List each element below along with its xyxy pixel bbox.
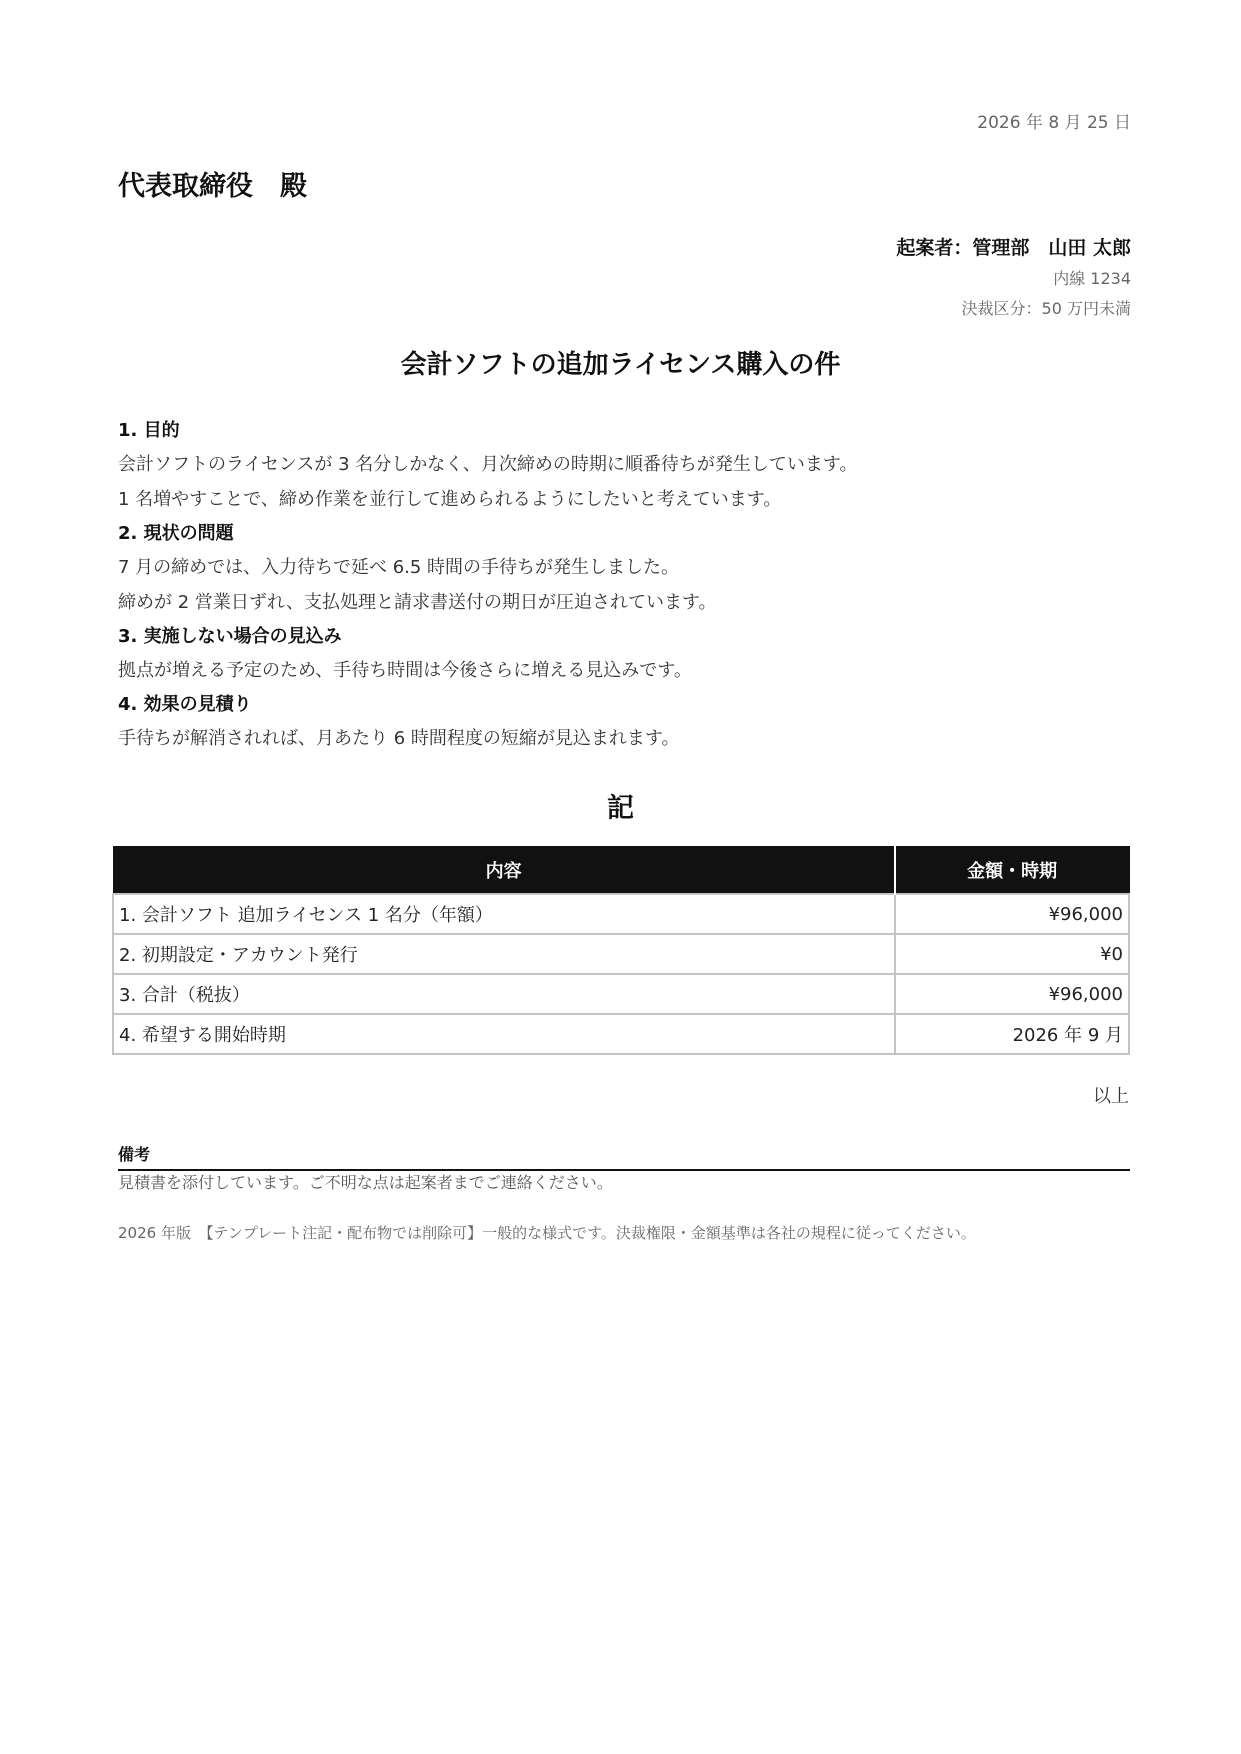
body-sections [118, 414, 1128, 756]
document-title: 会計ソフトの追加ライセンス購入の件 [400, 350, 841, 380]
row-value: ¥96,000 [895, 974, 1129, 1014]
proposer-extension: 内線 1234 [1053, 269, 1131, 288]
section-outlook-if-not-implemented [118, 620, 1128, 688]
column-header-amount: 金額・時期 [895, 847, 1129, 895]
proposer-block [896, 232, 1131, 324]
remarks-heading: 備考 [118, 1142, 1130, 1171]
row-value: ¥0 [895, 934, 1129, 974]
section-purpose [118, 414, 1128, 517]
table-row [113, 894, 1129, 934]
table-row [113, 934, 1129, 974]
row-item: 3. 合計（税抜） [113, 974, 895, 1014]
row-value: ¥96,000 [895, 894, 1129, 934]
section-heading: 3. 実施しない場合の見込み [118, 626, 342, 647]
proposer-name: 起案者：管理部 山田 太郎 [896, 237, 1131, 259]
addressee: 代表取締役 殿 [118, 171, 307, 202]
template-footer-note: 2026 年版 【テンプレート注記・配布物では削除可】一般的な様式です。決裁権限・金額基準は各社の規程に従ってください。 [118, 1224, 976, 1242]
section-line: 会計ソフトのライセンスが 3 名分しかなく、月次締めの時期に順番待ちが発生しています。 [118, 454, 858, 475]
row-item: 1. 会計ソフト 追加ライセンス 1 名分（年額） [113, 894, 895, 934]
section-heading: 4. 効果の見積り [118, 694, 252, 715]
row-value: 2026 年 9 月 [895, 1014, 1129, 1054]
column-header-content: 内容 [113, 847, 895, 895]
section-line: 7 月の締めでは、入力待ちで延べ 6.5 時間の手待ちが発生しました。 [118, 557, 680, 578]
table-row [113, 974, 1129, 1014]
remarks-text: 見積書を添付しています。ご不明な点は起案者までご連絡ください。 [118, 1173, 613, 1192]
ki-heading: 記 [607, 793, 634, 824]
section-effect-estimate [118, 688, 1128, 756]
section-line: 締めが 2 営業日ずれ、支払処理と請求書送付の期日が圧迫されています。 [118, 592, 717, 613]
section-line: 拠点が増える予定のため、手待ち時間は今後さらに増える見込みです。 [118, 660, 692, 681]
table-header-row [113, 847, 1129, 895]
document-date: 2026 年 8 月 25 日 [977, 113, 1131, 133]
section-heading: 1. 目的 [118, 420, 180, 441]
row-item: 4. 希望する開始時期 [113, 1014, 895, 1054]
cost-table [112, 846, 1130, 1055]
approval-category: 決裁区分：50 万円未満 [961, 299, 1131, 318]
row-item: 2. 初期設定・アカウント発行 [113, 934, 895, 974]
table-row [113, 1014, 1129, 1054]
section-line: 手待ちが解消されれば、月あたり 6 時間程度の短縮が見込まれます。 [118, 728, 680, 749]
section-current-problem [118, 517, 1128, 620]
closing-mark: 以上 [1093, 1086, 1129, 1107]
section-heading: 2. 現状の問題 [118, 523, 234, 544]
section-line: 1 名増やすことで、締め作業を並行して進められるようにしたいと考えています。 [118, 489, 782, 510]
